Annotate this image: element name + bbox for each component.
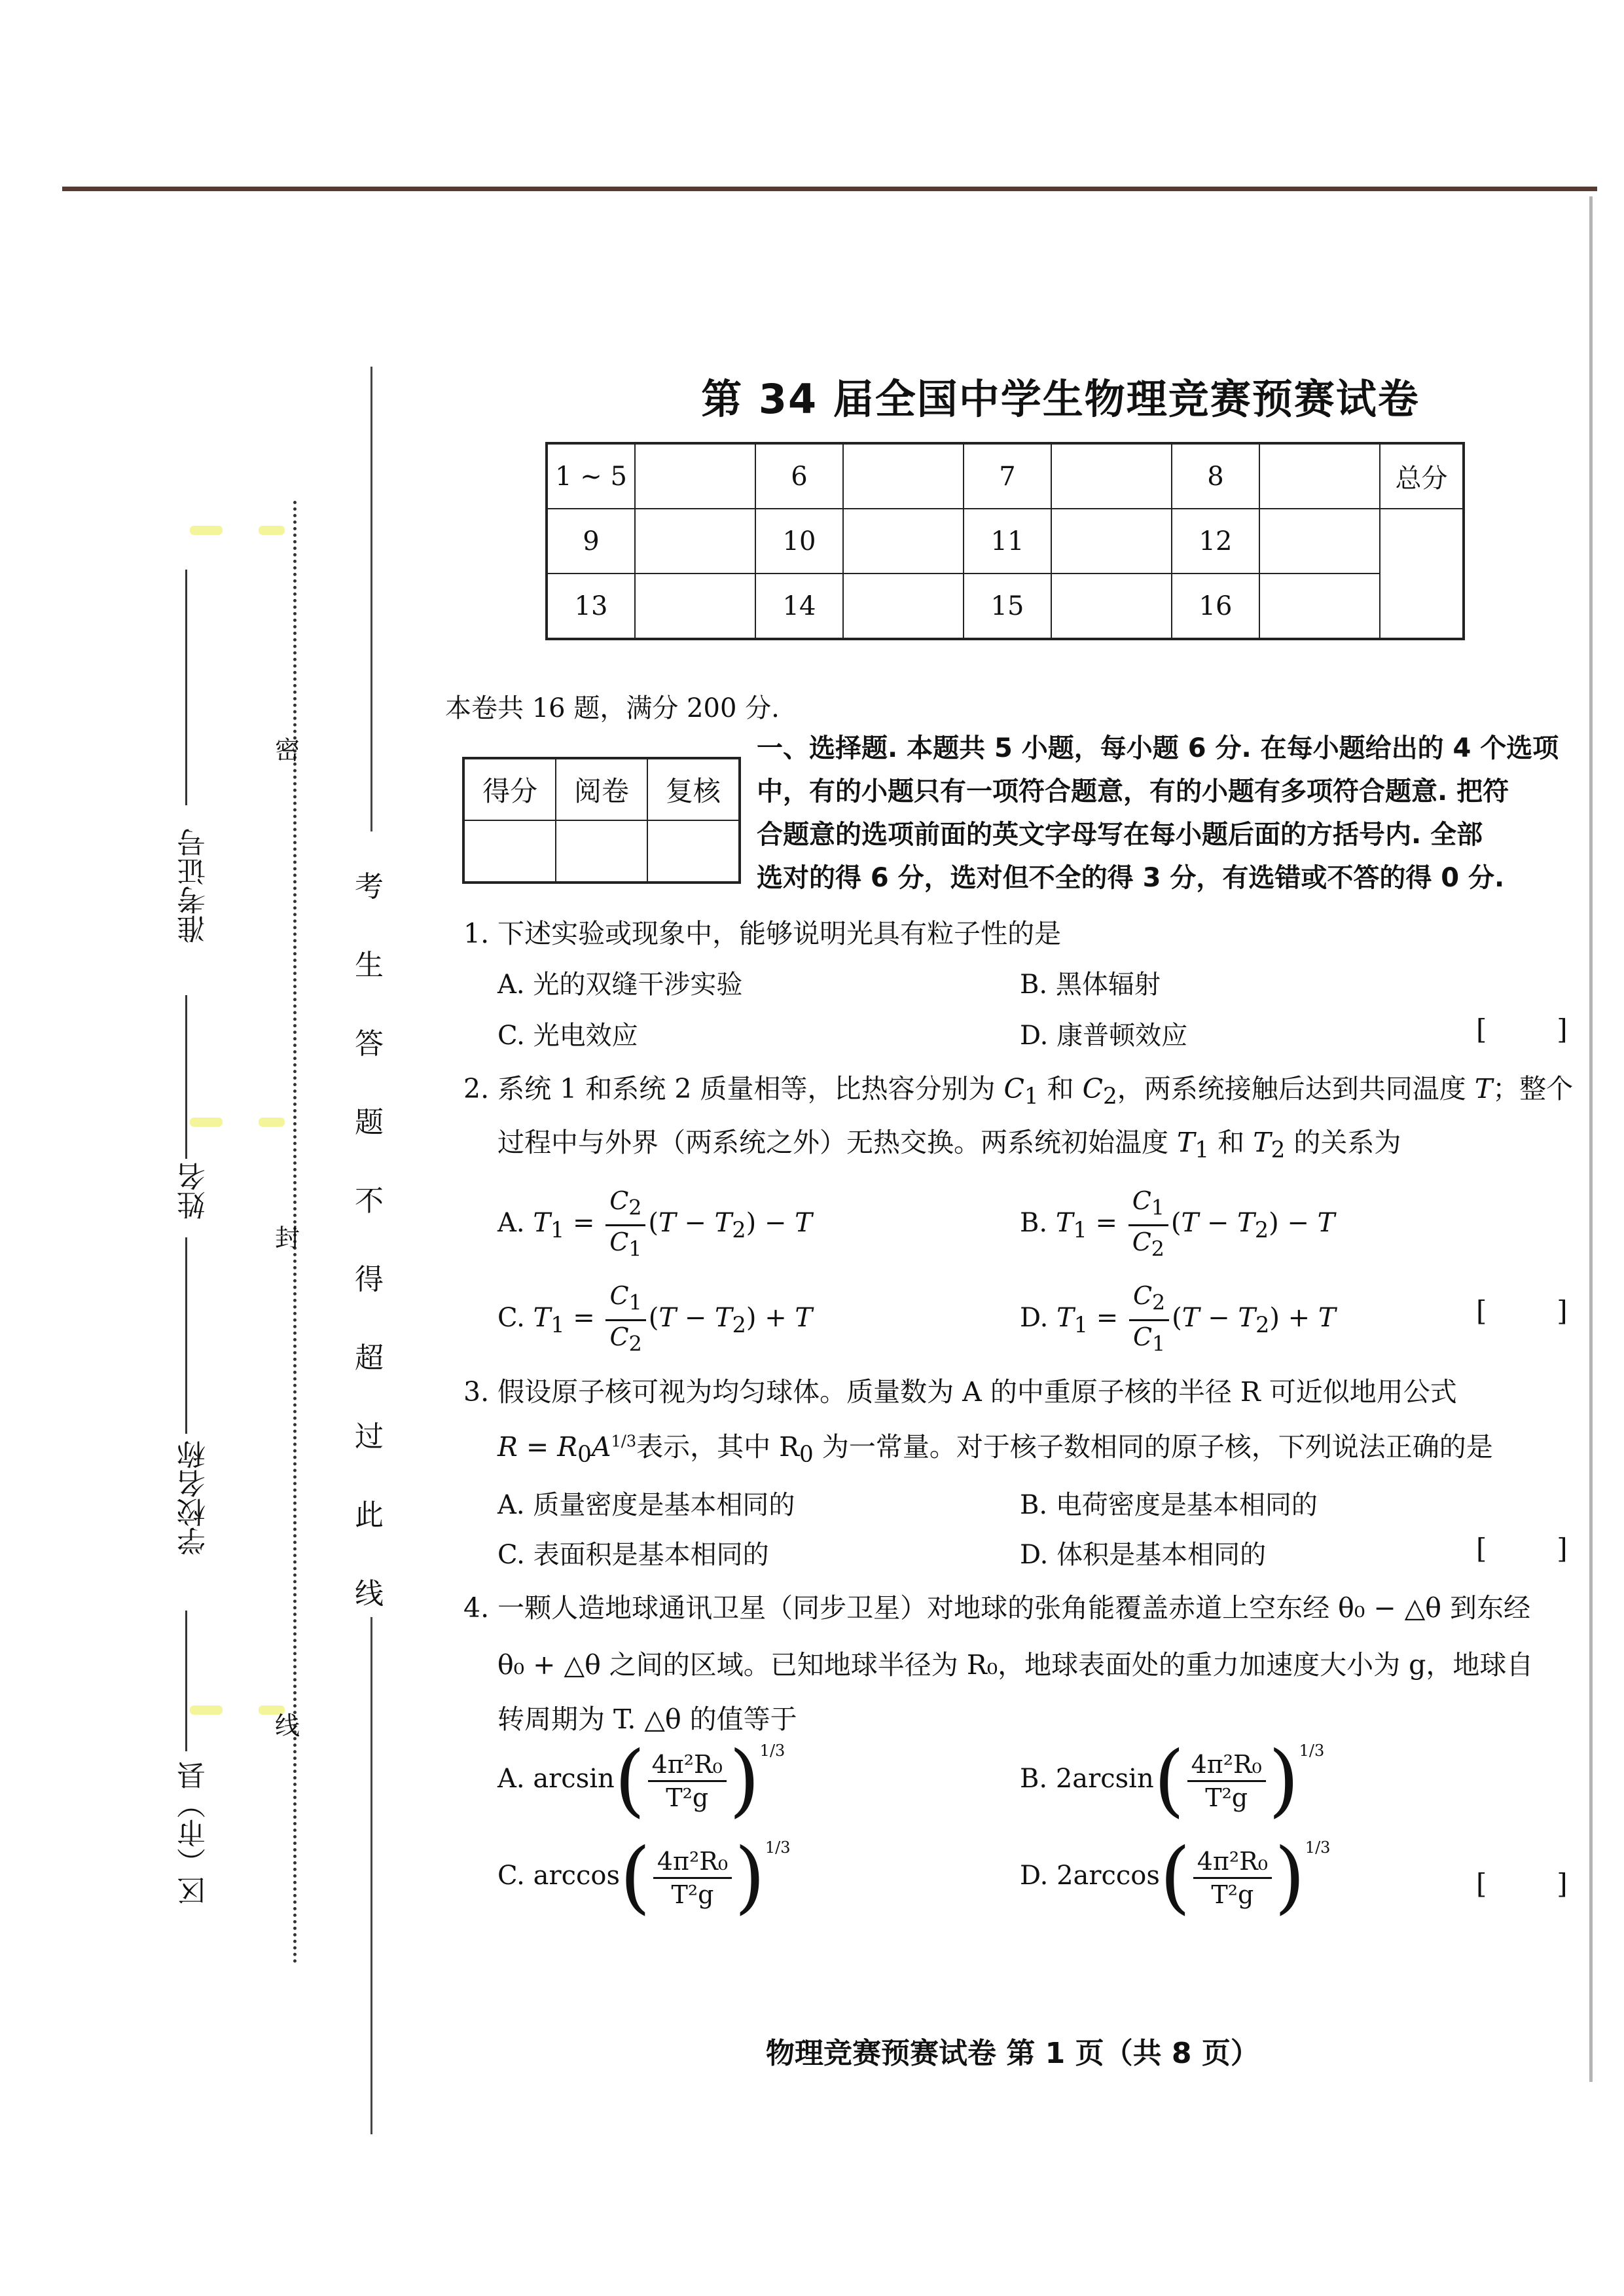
formula-sub: 0 bbox=[577, 1442, 592, 1468]
q3-option-d[interactable]: D. 体积是基本相同的 bbox=[1020, 1540, 1267, 1570]
q2-stem-text: 的关系为 bbox=[1285, 1127, 1401, 1158]
grading-header-check: 复核 bbox=[647, 758, 740, 820]
warning-char: 超 bbox=[355, 1341, 384, 1375]
paren-right: ) bbox=[734, 1832, 765, 1923]
minus: − bbox=[1199, 1208, 1238, 1239]
grading-header-review: 阅卷 bbox=[556, 758, 647, 820]
highlight-mark bbox=[259, 526, 285, 535]
equals: = bbox=[564, 1208, 595, 1239]
score-cell-label: 1 ~ 5 bbox=[547, 443, 635, 509]
paren: ) bbox=[746, 1208, 757, 1239]
score-cell-label: 6 bbox=[755, 443, 843, 509]
exponent: 1/3 bbox=[765, 1838, 791, 1857]
t-sub: 2 bbox=[1254, 1217, 1269, 1243]
field-line bbox=[185, 995, 187, 1159]
warning-char: 题 bbox=[355, 1106, 384, 1139]
score-cell-label: 7 bbox=[964, 443, 1051, 509]
lhs-sub: 1 bbox=[1073, 1217, 1087, 1243]
warning-char: 考 bbox=[355, 870, 384, 903]
grading-input-review[interactable] bbox=[556, 820, 647, 883]
exam-id-label: 准考证号 bbox=[177, 828, 211, 943]
lhs-sub: 1 bbox=[550, 1312, 565, 1338]
numerator: 4π²R₀ bbox=[648, 1749, 727, 1782]
fraction bbox=[605, 1280, 645, 1360]
q2-stem-line1 bbox=[463, 1067, 1573, 1110]
lhs-sub: 1 bbox=[550, 1217, 565, 1243]
score-cell-label: 13 bbox=[547, 574, 635, 639]
school-label: 学校名称 bbox=[177, 1440, 211, 1556]
q2-answer-bracket[interactable]: [ ] bbox=[1476, 1295, 1568, 1327]
grading-box bbox=[462, 757, 741, 884]
paren: ) bbox=[1269, 1303, 1280, 1334]
score-cell-input[interactable] bbox=[635, 574, 755, 639]
grading-input-check[interactable] bbox=[647, 820, 740, 883]
score-cell-label: 16 bbox=[1172, 574, 1259, 639]
warning-char: 线 bbox=[355, 1577, 384, 1611]
option-label: A. bbox=[497, 1208, 525, 1239]
q2-t1-sub: 1 bbox=[1195, 1137, 1210, 1164]
lhs-var: T bbox=[533, 1208, 551, 1239]
fraction bbox=[605, 1185, 645, 1265]
score-cell-input[interactable] bbox=[1051, 509, 1172, 574]
score-cell-input[interactable] bbox=[1259, 443, 1380, 509]
tail: − T bbox=[1278, 1208, 1335, 1239]
field-line bbox=[185, 1237, 187, 1434]
tail: + T bbox=[756, 1303, 813, 1334]
warning-char: 得 bbox=[355, 1263, 384, 1296]
formula-exp: 1/3 bbox=[611, 1432, 637, 1451]
margin-rule-bottom bbox=[370, 1617, 372, 2134]
paren: ) bbox=[1269, 1208, 1279, 1239]
warning-char: 此 bbox=[355, 1499, 384, 1532]
denominator: T²g bbox=[1211, 1880, 1254, 1909]
warning-char: 答 bbox=[355, 1027, 384, 1061]
q4-stem-line3: 转周期为 T. △θ 的值等于 bbox=[497, 1704, 797, 1735]
c-sub: 2 bbox=[1151, 1237, 1164, 1262]
t-var: T bbox=[659, 1208, 676, 1239]
tail: + T bbox=[1279, 1303, 1336, 1334]
c-sub: 2 bbox=[628, 1196, 642, 1220]
numerator: 4π²R₀ bbox=[653, 1846, 732, 1879]
paren: ) bbox=[746, 1303, 757, 1334]
denominator bbox=[1128, 1226, 1168, 1266]
district-label: 区（市）县 bbox=[177, 1761, 211, 1905]
equals: = bbox=[564, 1303, 595, 1334]
total-score-label: 总分 bbox=[1380, 443, 1464, 509]
c-var: C bbox=[609, 1227, 629, 1256]
score-cell-label: 9 bbox=[547, 509, 635, 574]
c-sub: 2 bbox=[628, 1332, 642, 1357]
score-cell-label: 12 bbox=[1172, 509, 1259, 574]
c-var: C bbox=[1132, 1322, 1153, 1351]
q3-option-b[interactable]: B. 电荷密度是基本相同的 bbox=[1020, 1490, 1318, 1520]
score-cell-label: 11 bbox=[964, 509, 1051, 574]
denominator bbox=[605, 1226, 645, 1266]
option-func: A. arcsin bbox=[497, 1764, 615, 1794]
lhs-var: T bbox=[1055, 1208, 1074, 1239]
q4-option-c[interactable] bbox=[497, 1832, 791, 1923]
fraction bbox=[1187, 1749, 1266, 1813]
section-instructions bbox=[757, 727, 1568, 900]
fraction bbox=[648, 1749, 727, 1813]
q4-stem-line2: θ₀ + △θ 之间的区域。已知地球半径为 R₀，地球表面处的重力加速度大小为 g，地球自 bbox=[497, 1649, 1534, 1681]
page-footer: 物理竞赛预赛试卷 第 1 页（共 8 页） bbox=[766, 2037, 1259, 2070]
denominator: T²g bbox=[1205, 1783, 1248, 1812]
t-sub: 2 bbox=[1255, 1312, 1270, 1338]
highlight-mark bbox=[259, 1118, 285, 1127]
minus: − bbox=[1199, 1303, 1238, 1334]
c-var: C bbox=[609, 1186, 629, 1215]
q4-answer-bracket[interactable]: [ ] bbox=[1476, 1868, 1568, 1900]
denominator bbox=[1129, 1321, 1169, 1360]
score-cell-label: 14 bbox=[755, 574, 843, 639]
c-var: C bbox=[1132, 1281, 1153, 1310]
numerator bbox=[605, 1280, 645, 1321]
score-cell-input[interactable] bbox=[843, 574, 964, 639]
score-cell-input[interactable] bbox=[1259, 509, 1380, 574]
lhs-var: T bbox=[533, 1303, 551, 1334]
option-label: B. bbox=[1020, 1208, 1048, 1239]
c-var: C bbox=[609, 1322, 629, 1351]
warning-char: 过 bbox=[355, 1420, 384, 1453]
section-line: 选对的得 6 分，选对但不全的得 3 分，有选错或不答的得 0 分. bbox=[757, 863, 1505, 893]
c-var: C bbox=[609, 1281, 629, 1310]
r0-sub: 0 bbox=[799, 1442, 814, 1468]
score-cell-input[interactable] bbox=[635, 509, 755, 574]
denominator: T²g bbox=[666, 1783, 709, 1812]
lhs-sub: 1 bbox=[1074, 1312, 1088, 1338]
q3-stem-line1: 3. 假设原子核可视为均匀球体。质量数为 A 的中重原子核的半径 R 可近似地用公式 bbox=[463, 1376, 1457, 1408]
numerator bbox=[1128, 1185, 1168, 1226]
seal-char-mi: 密 bbox=[275, 736, 300, 765]
seal-char-feng: 封 bbox=[275, 1224, 300, 1252]
q2-option-a[interactable] bbox=[497, 1185, 812, 1265]
score-cell-label: 10 bbox=[755, 509, 843, 574]
exponent: 1/3 bbox=[1305, 1838, 1331, 1857]
c-sub: 1 bbox=[628, 1291, 642, 1315]
seal-char-xian: 线 bbox=[275, 1711, 300, 1740]
numerator: 4π²R₀ bbox=[1187, 1749, 1266, 1782]
numerator: 4π²R₀ bbox=[1193, 1846, 1272, 1879]
score-table bbox=[545, 442, 1465, 640]
right-edge bbox=[1589, 196, 1593, 2082]
q2-stem-text: 过程中与外界（两系统之外）无热交换。两系统初始温度 bbox=[497, 1127, 1178, 1158]
score-cell-input[interactable] bbox=[1051, 574, 1172, 639]
t-var: T bbox=[1181, 1208, 1199, 1239]
q1-option-a[interactable]: A. 光的双缝干涉实验 bbox=[497, 970, 743, 1000]
denominator bbox=[605, 1321, 645, 1360]
option-label: D. bbox=[1020, 1303, 1049, 1334]
total-score-input[interactable] bbox=[1380, 509, 1464, 639]
q3-answer-bracket[interactable]: [ ] bbox=[1476, 1533, 1568, 1565]
q2-stem-line2 bbox=[497, 1121, 1401, 1163]
fraction bbox=[1129, 1280, 1169, 1360]
c-sub: 1 bbox=[628, 1237, 642, 1262]
formula: R = R bbox=[497, 1431, 578, 1463]
q1-answer-bracket[interactable]: [ ] bbox=[1476, 1013, 1568, 1046]
option-func: C. arccos bbox=[497, 1861, 620, 1891]
q4-option-d[interactable] bbox=[1020, 1832, 1331, 1923]
paren: ( bbox=[648, 1208, 659, 1239]
lhs-var: T bbox=[1056, 1303, 1074, 1334]
c-sub: 1 bbox=[1152, 1332, 1166, 1357]
page-title: 第 34 届全国中学生物理竞赛预赛试卷 bbox=[701, 375, 1420, 423]
margin-rule-top bbox=[370, 367, 372, 831]
score-cell-label: 8 bbox=[1172, 443, 1259, 509]
t-var: T bbox=[1238, 1303, 1256, 1334]
paren-right: ) bbox=[1274, 1832, 1305, 1923]
q2-and: 和 bbox=[1209, 1127, 1254, 1158]
q2-and: 和 bbox=[1038, 1073, 1083, 1104]
score-cell-input[interactable] bbox=[1259, 574, 1380, 639]
score-cell-input[interactable] bbox=[843, 509, 964, 574]
q2-c2: C bbox=[1082, 1073, 1104, 1104]
q3-option-a[interactable]: A. 质量密度是基本相同的 bbox=[497, 1490, 795, 1520]
paren-right: ) bbox=[1268, 1735, 1299, 1826]
q2-c1-sub: 1 bbox=[1024, 1084, 1039, 1110]
field-line bbox=[185, 1611, 187, 1751]
q2-c1: C bbox=[1003, 1073, 1024, 1104]
c-var: C bbox=[1132, 1227, 1151, 1256]
paren-left: ( bbox=[1153, 1735, 1185, 1826]
c-sub: 1 bbox=[1151, 1196, 1164, 1220]
option-func: D. 2arccos bbox=[1020, 1861, 1160, 1891]
t-sub: 2 bbox=[732, 1312, 746, 1338]
q1-option-d[interactable]: D. 康普顿效应 bbox=[1020, 1021, 1188, 1051]
t-var: T bbox=[659, 1303, 677, 1334]
t-var: T bbox=[714, 1303, 732, 1334]
section-line: 一、选择题. 本题共 5 小题，每小题 6 分. 在每小题给出的 4 个选项 bbox=[757, 733, 1559, 763]
denominator: T²g bbox=[671, 1880, 714, 1909]
numerator bbox=[1129, 1280, 1169, 1321]
name-label: 姓名 bbox=[177, 1162, 211, 1220]
warning-char: 生 bbox=[355, 949, 384, 982]
q4-option-b[interactable] bbox=[1020, 1735, 1325, 1826]
paren-left: ( bbox=[1159, 1832, 1191, 1923]
score-cell-input[interactable] bbox=[635, 443, 755, 509]
score-cell-label: 15 bbox=[964, 574, 1051, 639]
option-func: B. 2arcsin bbox=[1020, 1764, 1154, 1794]
grading-header-score: 得分 bbox=[463, 758, 556, 820]
q3-stem-text: 表示，其中 R bbox=[636, 1431, 800, 1463]
highlight-mark bbox=[190, 1705, 223, 1715]
exponent: 1/3 bbox=[759, 1741, 785, 1760]
t-var: T bbox=[714, 1208, 732, 1239]
q2-option-b[interactable] bbox=[1020, 1185, 1335, 1265]
formula-a: A bbox=[591, 1431, 611, 1463]
exam-intro: 本卷共 16 题，满分 200 分. bbox=[445, 693, 780, 723]
top-rule bbox=[62, 187, 1597, 191]
paren-left: ( bbox=[620, 1832, 651, 1923]
fraction bbox=[1193, 1846, 1272, 1910]
q3-option-c[interactable]: C. 表面积是基本相同的 bbox=[497, 1540, 769, 1570]
q2-stem-text: ；整个 bbox=[1492, 1073, 1574, 1104]
highlight-mark bbox=[190, 1118, 223, 1127]
q2-option-d[interactable] bbox=[1020, 1280, 1336, 1360]
score-cell-input[interactable] bbox=[843, 443, 964, 509]
q2-stem-text: ，两系统接触后达到共同温度 bbox=[1117, 1073, 1475, 1104]
c-var: C bbox=[1132, 1186, 1151, 1215]
paren: ( bbox=[1170, 1208, 1182, 1239]
numerator bbox=[605, 1185, 645, 1226]
q1-option-c[interactable]: C. 光电效应 bbox=[497, 1021, 638, 1051]
q2-t1: T bbox=[1177, 1127, 1195, 1158]
t-var: T bbox=[1237, 1208, 1255, 1239]
warning-char: 不 bbox=[355, 1184, 384, 1218]
section-line: 合题意的选项前面的英文字母写在每小题后面的方括号内. 全部 bbox=[757, 820, 1483, 850]
q4-stem-line1: 4. 一颗人造地球通讯卫星（同步卫星）对地球的张角能覆盖赤道上空东经 θ₀ − △θ 到东经 bbox=[463, 1592, 1530, 1624]
q2-t2: T bbox=[1253, 1127, 1271, 1158]
score-cell-input[interactable] bbox=[1051, 443, 1172, 509]
fraction bbox=[653, 1846, 732, 1910]
q2-c2-sub: 2 bbox=[1103, 1084, 1117, 1110]
minus: − bbox=[676, 1303, 715, 1334]
c-sub: 2 bbox=[1152, 1291, 1166, 1315]
q1-stem: 1. 下述实验或现象中，能够说明光具有粒子性的是 bbox=[463, 918, 1062, 949]
q2-stem-text: 2. 系统 1 和系统 2 质量相等，比热容分别为 bbox=[463, 1073, 1004, 1104]
t-var: T bbox=[1182, 1303, 1200, 1334]
t-sub: 2 bbox=[732, 1217, 746, 1243]
fraction bbox=[1128, 1185, 1168, 1265]
q2-option-c[interactable] bbox=[497, 1280, 812, 1360]
grading-input-score[interactable] bbox=[463, 820, 556, 883]
paren-right: ) bbox=[729, 1735, 760, 1826]
q3-stem-line2 bbox=[497, 1425, 1493, 1468]
field-line bbox=[185, 570, 187, 805]
option-label: C. bbox=[497, 1303, 525, 1334]
minus: − bbox=[676, 1208, 715, 1239]
paren: ( bbox=[648, 1303, 659, 1334]
q4-option-a[interactable] bbox=[497, 1735, 785, 1826]
exponent: 1/3 bbox=[1299, 1741, 1325, 1760]
q2-t2-sub: 2 bbox=[1271, 1137, 1286, 1164]
paren-left: ( bbox=[614, 1735, 645, 1826]
q3-stem-text: 为一常量。对于核子数相同的原子核，下列说法正确的是 bbox=[813, 1431, 1493, 1463]
equals: = bbox=[1087, 1208, 1117, 1239]
equals: = bbox=[1087, 1303, 1119, 1334]
tail: − T bbox=[756, 1208, 812, 1239]
highlight-mark bbox=[190, 526, 223, 535]
paren: ( bbox=[1172, 1303, 1182, 1334]
q1-option-b[interactable]: B. 黑体辐射 bbox=[1020, 970, 1161, 1000]
section-line: 中，有的小题只有一项符合题意，有的小题有多项符合题意. 把符 bbox=[757, 776, 1509, 807]
q2-t: T bbox=[1474, 1073, 1493, 1104]
